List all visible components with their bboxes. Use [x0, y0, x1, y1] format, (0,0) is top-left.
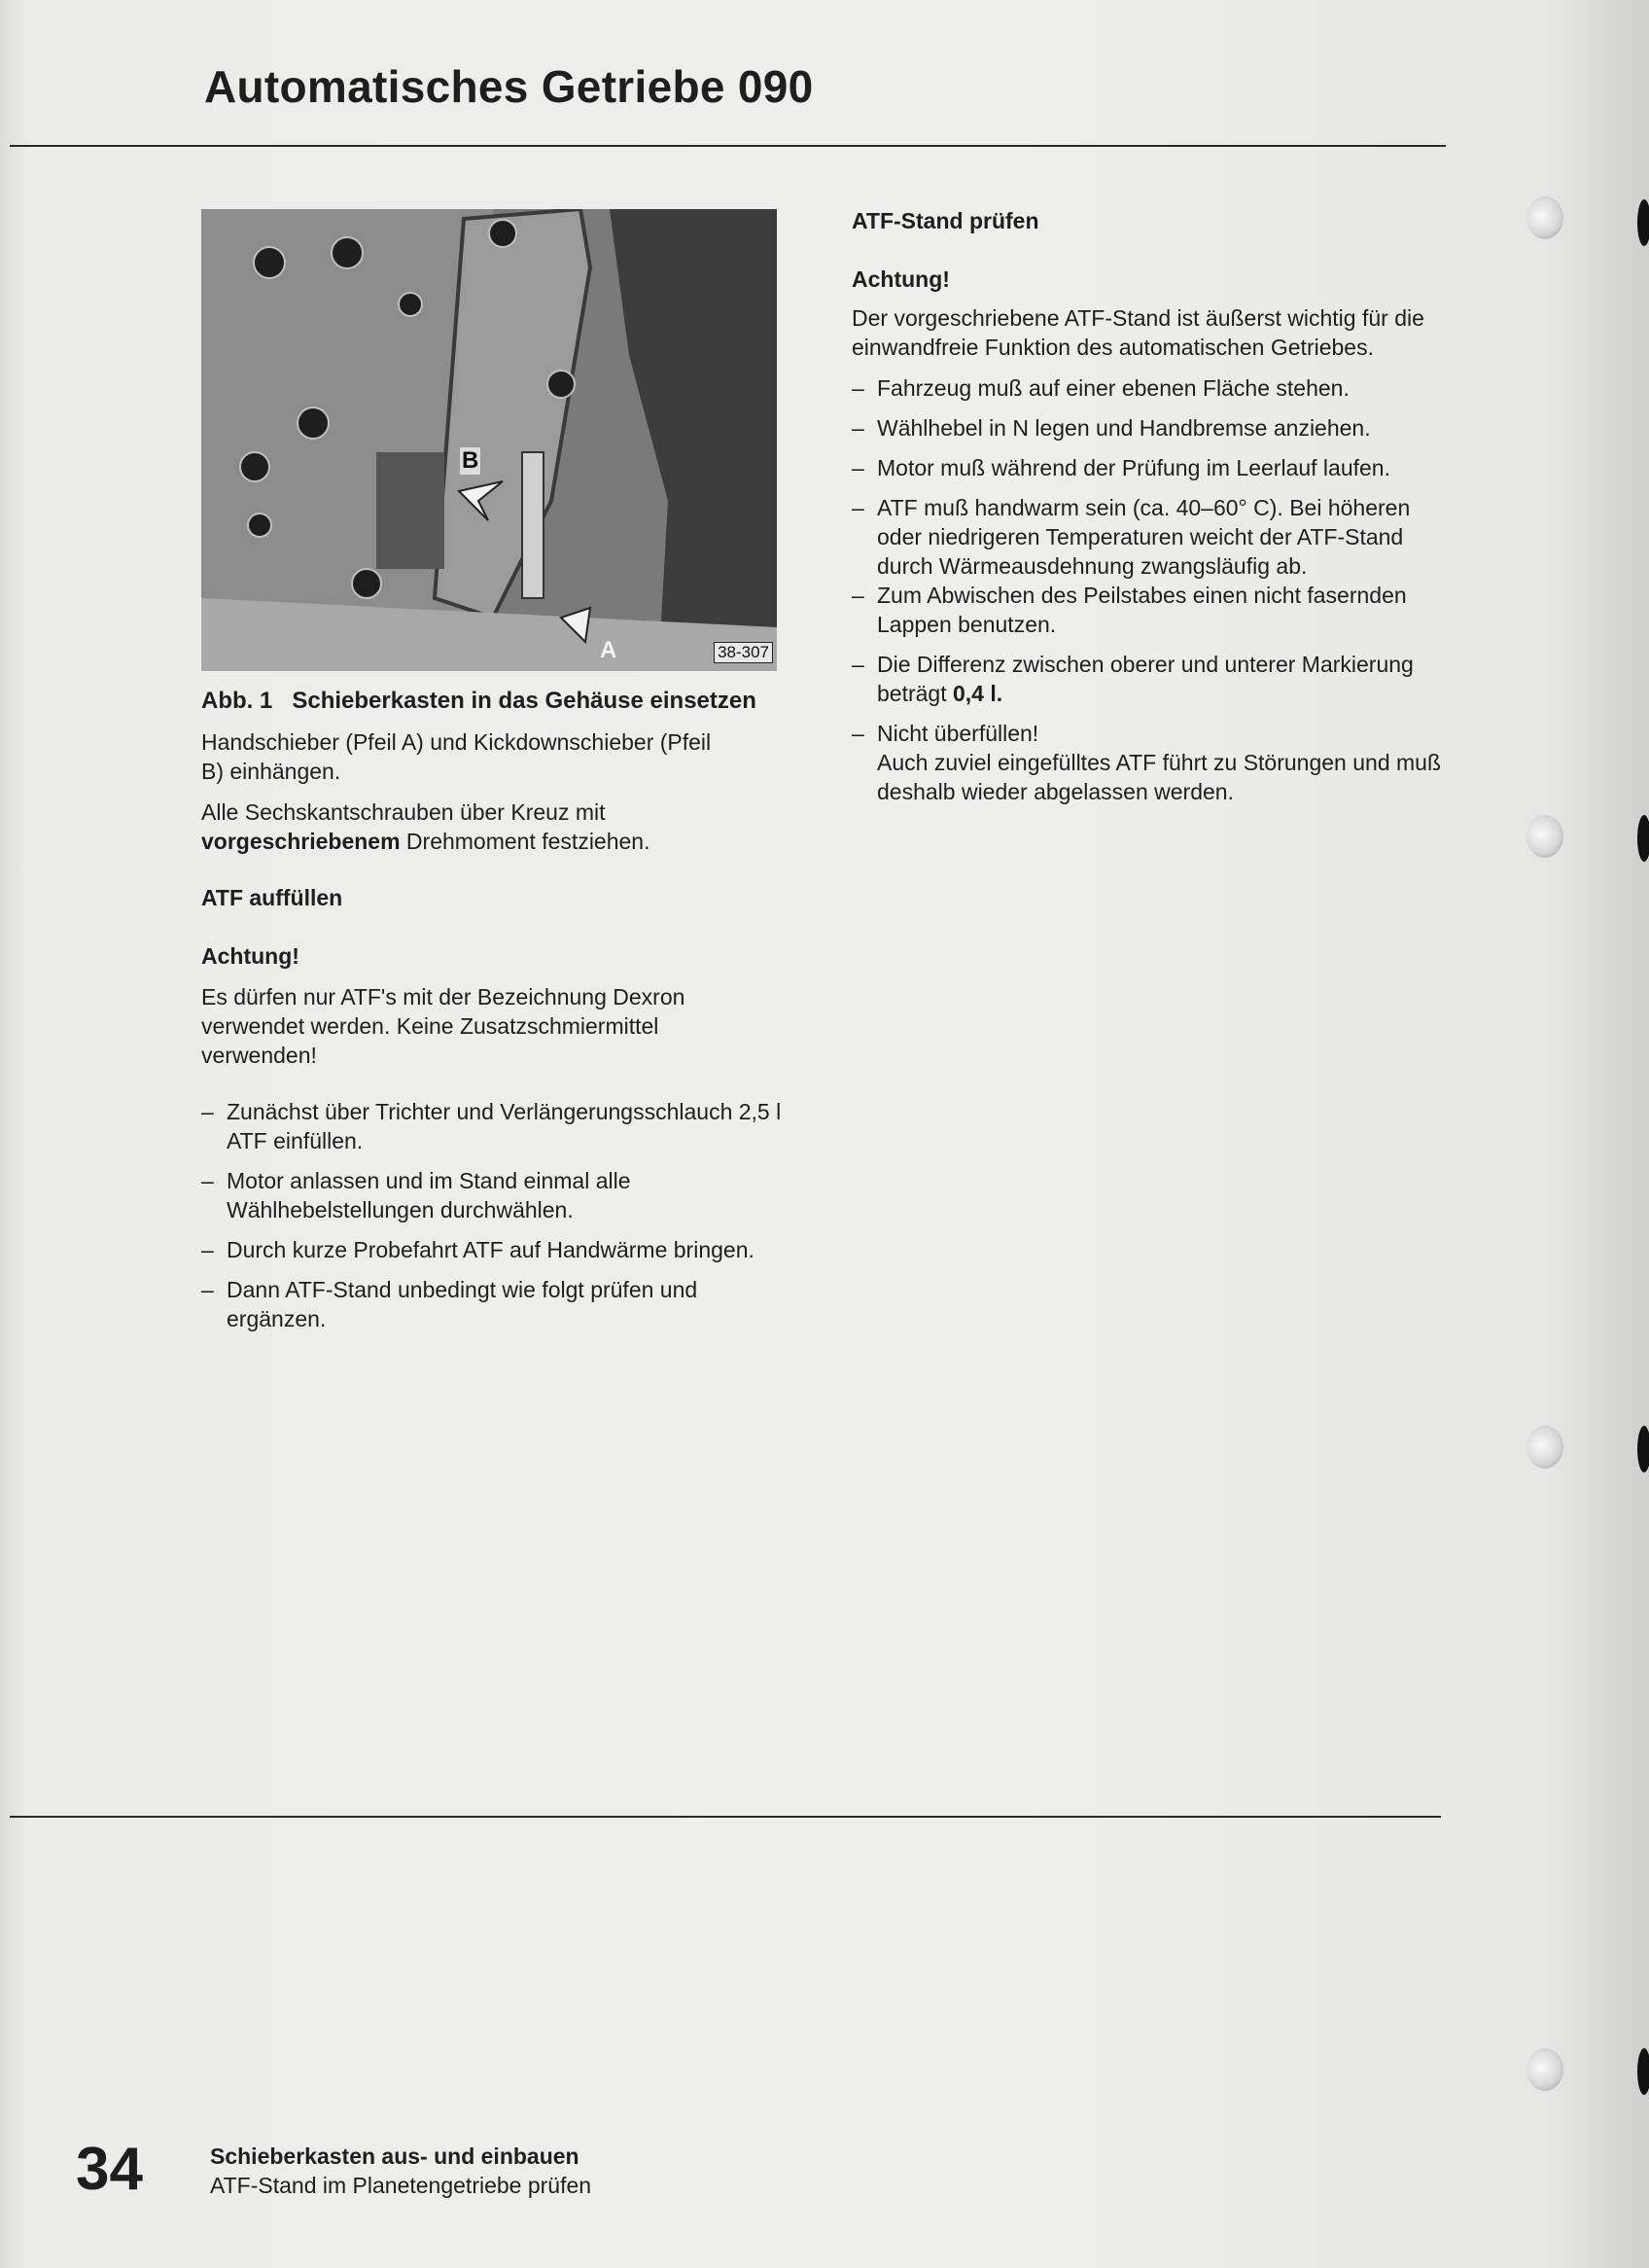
list-item: – Zum Abwischen des Peilstabes einen nicht fasernden Lappen benutzen.: [852, 583, 1407, 637]
binder-ring: [1637, 815, 1649, 862]
section-heading: ATF auffüllen: [201, 885, 343, 910]
list-item: – Durch kurze Probefahrt ATF auf Handwärme bringen.: [201, 1237, 754, 1262]
warning-text: Der vorgeschriebene ATF-Stand ist äußerst wichtig für die einwandfreie Funktion des automatischen Getriebes.: [852, 305, 1424, 360]
punch-hole: [1526, 815, 1563, 858]
page-title: Automatisches Getriebe 090: [204, 61, 814, 112]
figure-caption: [201, 687, 804, 716]
binder-ring: [1637, 199, 1649, 246]
figure-reference: 38-307: [714, 642, 773, 663]
list-item: – Nicht überfüllen! Auch zuviel eingefülltes ATF führt zu Störungen und muß deshalb wieder abgelassen werden.: [852, 721, 1441, 804]
left-column: [201, 687, 804, 1333]
right-column: [852, 206, 1441, 806]
punch-hole: [1526, 196, 1563, 239]
list-item: – Fahrzeug muß auf einer ebenen Fläche stehen.: [852, 375, 1350, 401]
arrow-label-b: B: [462, 447, 479, 474]
binder-ring: [1637, 1426, 1649, 1472]
punch-hole: [1526, 1426, 1563, 1469]
footer-line-2: ATF-Stand im Planetengetriebe prüfen: [210, 2173, 592, 2198]
warning-text: Es dürfen nur ATF's mit der Bezeichnung Dexron verwendet werden. Keine Zusatzschmiermittel verwenden!: [201, 984, 685, 1068]
section-heading: ATF-Stand prüfen: [852, 208, 1039, 233]
binder-ring: [1637, 2048, 1649, 2095]
arrow-label-a: A: [600, 637, 617, 663]
list-item: – Wählhebel in N legen und Handbremse anziehen.: [852, 415, 1371, 441]
warning-heading: Achtung!: [852, 266, 950, 292]
list-item: – ATF muß handwarm sein (ca. 40–60° C). Bei höheren oder niedrigeren Temperaturen weicht der ATF-Stand durch Wärmeausdehnung zwangsläufig ab.: [852, 495, 1411, 579]
footer-rule: [10, 1816, 1441, 1818]
list-item: – Motor muß während der Prüfung im Leerlauf laufen.: [852, 455, 1390, 480]
page-number: 34: [76, 2136, 143, 2203]
warning-heading: Achtung!: [201, 943, 299, 969]
list-item: – Die Differenz zwischen oberer und unterer Markierung beträgt 0,4 l.: [852, 652, 1414, 706]
list-item: – Motor anlassen und im Stand einmal alle Wählhebelstellungen durchwählen.: [201, 1168, 631, 1223]
punch-hole: [1526, 2048, 1563, 2091]
paragraph: Handschieber (Pfeil A) und Kickdownschieber (Pfeil B) einhängen.: [201, 729, 712, 784]
list-item: – Dann ATF-Stand unbedingt wie folgt prüfen und ergänzen.: [201, 1277, 698, 1331]
figure-photo: [201, 209, 777, 671]
paragraph: Alle Sechskantschrauben über Kreuz mit vorgeschriebenem Drehmoment festziehen.: [201, 799, 650, 854]
caption-number: Abb. 1: [201, 688, 273, 714]
footer: [210, 2142, 591, 2200]
header-rule: [10, 145, 1446, 147]
caption-text: Schieberkasten in das Gehäuse einsetzen: [292, 688, 756, 714]
list-item: – Zunächst über Trichter und Verlängerungsschlauch 2,5 l ATF einfüllen.: [201, 1099, 782, 1153]
footer-line-1: Schieberkasten aus- und einbauen: [210, 2144, 579, 2169]
